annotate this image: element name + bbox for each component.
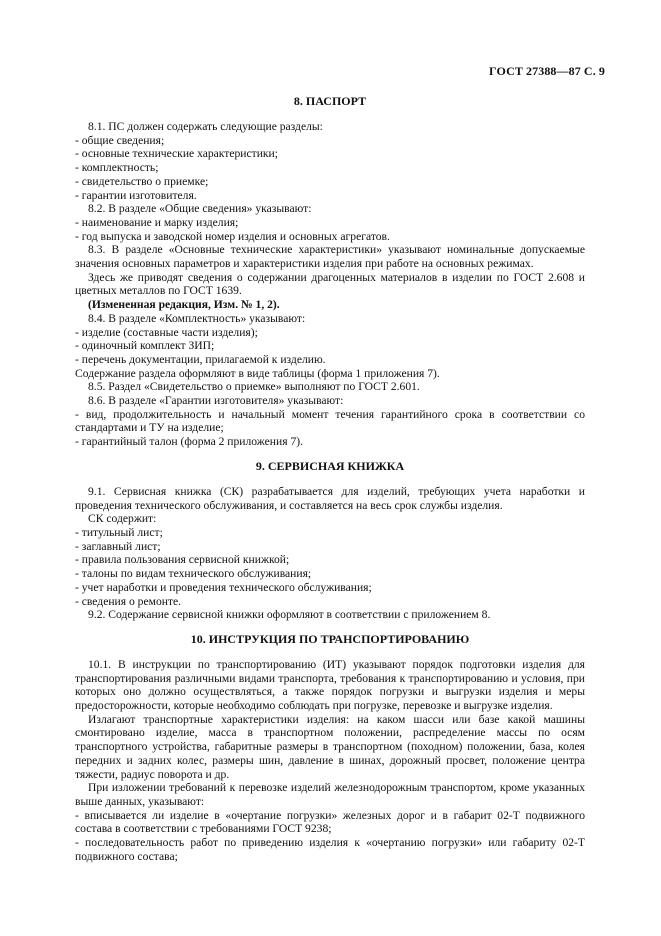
paragraph: 9.2. Содержание сервисной книжки оформляют в соответствии с приложением 8.: [88, 608, 491, 622]
list-item: - сведения о ремонте.: [75, 594, 182, 608]
list-item: - правила пользования сервисной книжкой;: [75, 553, 290, 567]
list-item: - общие сведения;: [75, 133, 165, 147]
list-item: - перечень документации, прилагаемой к изделию.: [75, 352, 326, 366]
section-body: [75, 120, 585, 449]
list-item: - гарантийный талон (форма 2 приложения 7).: [75, 435, 304, 449]
paragraph: 8.2. В разделе «Общие сведения» указывают:: [88, 202, 312, 216]
paragraph: Содержание раздела оформляют в виде таблицы (форма 1 приложения 7).: [75, 366, 440, 380]
list-item: - талоны по видам технического обслуживания;: [75, 567, 312, 581]
list-item: - вид, продолжительность и начальный момент течения гарантийного срока в соответствии со стандартами и ТУ на изделие;: [75, 407, 585, 435]
section-title: 9. СЕРВИСНАЯ КНИЖКА: [255, 458, 405, 473]
paragraph: При изложении требований к перевозке изделий железнодорожным транспортом, кроме указанных выше данных, указывают:: [75, 781, 585, 808]
list-item: - вписывается ли изделие в «очертание погрузки» железных дорог и в габарит 02-Т подвижного состава в соответствии с требованиями ГОСТ 9238;: [75, 808, 585, 836]
section-title: 8. ПАСПОРТ: [293, 94, 367, 108]
page-content: [75, 94, 585, 863]
list-item: - изделие (составные части изделия);: [75, 325, 258, 339]
list-item: - год выпуска и заводской номер изделия и основных агрегатов.: [75, 229, 390, 243]
paragraph: Излагают транспортные характеристики изделия: на каком шасси или базе какой машины смонтировано изделие, масса в транспортном положении, распределение массы по осям транспортного устройства, габаритные размеры в транспортном (походном) положении, база, колея передних и задних колес, размеры шин, давление в шинах, дорожный просвет, положение центра тяжести, радиус поворота и др.: [75, 712, 585, 781]
list-item: - последовательность работ по приведению изделия к «очертанию погрузки» или габариту 02-Т подвижного состава;: [75, 836, 585, 863]
list-item: - одиночный комплект ЗИП;: [75, 339, 215, 353]
list-item: - наименование и марку изделия;: [75, 215, 239, 229]
list-item: - учет наработки и проведения технического обслуживания;: [75, 580, 372, 594]
paragraph: 8.4. В разделе «Комплектность» указывают:: [88, 311, 306, 325]
paragraph: Здесь же приводят сведения о содержании драгоценных материалов в изделии по ГОСТ 2.608 и цветных металлов по ГОСТ 1639.: [75, 270, 585, 298]
paragraph: СК содержит:: [88, 512, 157, 526]
list-item: - основные технические характеристики;: [75, 147, 278, 161]
list-item: - титульный лист;: [75, 525, 163, 539]
list-item: - гарантии изготовителя.: [75, 188, 197, 202]
list-item: - свидетельство о приемке;: [75, 174, 209, 188]
section-title: 10. ИНСТРУКЦИЯ ПО ТРАНСПОРТИРОВАНИЮ: [190, 631, 470, 646]
paragraph: 8.6. В разделе «Гарантии изготовителя» указывают:: [88, 394, 344, 408]
paragraph: 9.1. Сервисная книжка (СК) разрабатывается для изделий, требующих учета наработки и проведения технического обслуживания, и составляется на весь срок службы изделия.: [75, 484, 585, 512]
section-body: [75, 485, 585, 622]
paragraph: 8.3. В разделе «Основные технические характеристики» указывают номинальные допускаемые значения основных параметров и характеристики изделия при работе на основных режимах.: [75, 243, 585, 271]
paragraph: 8.1. ПС должен содержать следующие разделы:: [88, 120, 323, 133]
paragraph: 8.5. Раздел «Свидетельство о приемке» выполняют по ГОСТ 2.601.: [88, 380, 420, 394]
paragraph: (Измененная редакция, Изм. № 1, 2).: [88, 298, 280, 312]
list-item: - заглавный лист;: [75, 539, 161, 553]
list-item: - комплектность;: [75, 161, 159, 175]
page-header: ГОСТ 27388—87 С. 9: [489, 64, 605, 78]
paragraph: 10.1. В инструкции по транспортированию (ИТ) указывают порядок подготовки изделия для транспортирования различными видами транспорта, требования к транспортированию и условия, при которых оно должно осуществляться, а также порядок погрузки и выгрузки изделия и меры предосторожности, которые необходимо соблюдать при погрузке, перевозке и выгрузке изделия.: [75, 657, 585, 713]
section-body: [75, 658, 585, 864]
